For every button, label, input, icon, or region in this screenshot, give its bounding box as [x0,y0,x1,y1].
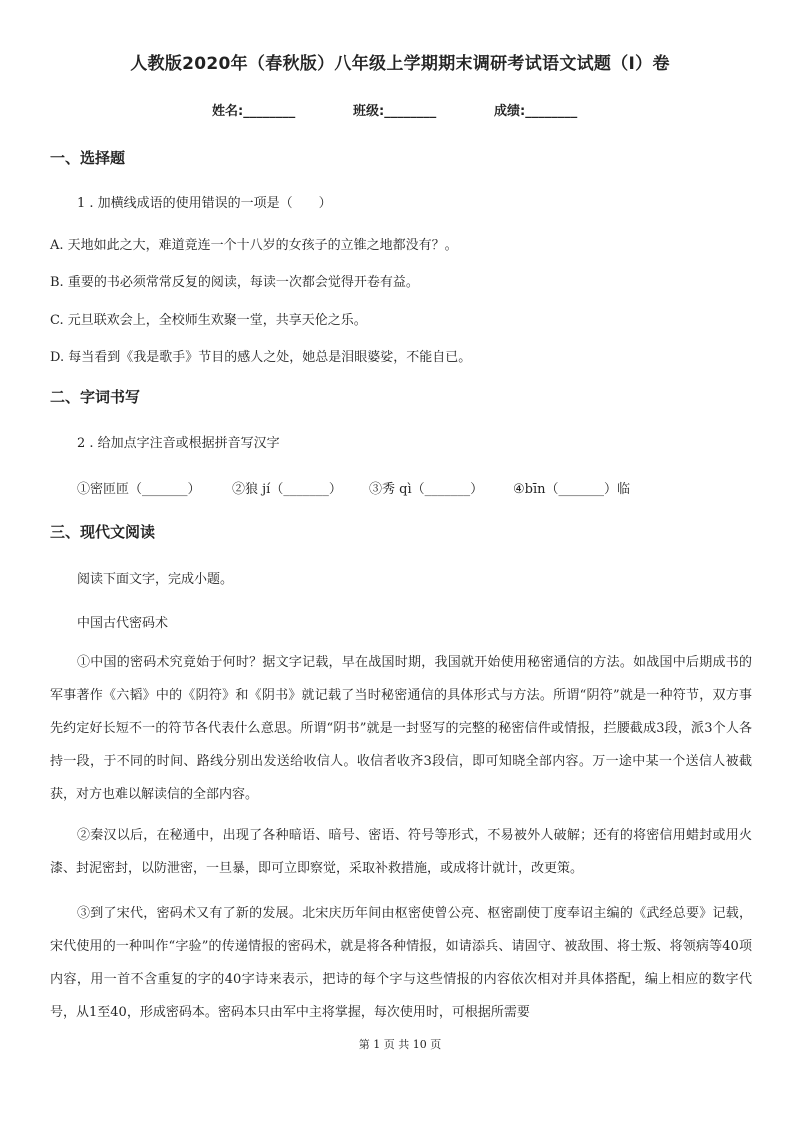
option-b: B. 重要的书必须常常反复的阅读，每读一次都会觉得开卷有益。 [50,275,419,290]
page-footer: 第 1 页 共 10 页 [358,1038,442,1051]
option-a: A. 天地如此之大，难道竟连一个十八岁的女孩子的立锥之地都没有？。 [50,238,458,253]
blank-item: ①密匝匝（_______） [77,482,201,497]
option-d: D. 每当看到《我是歌手》节目的感人之处，她总是泪眼婆娑，不能自已。 [50,350,472,365]
section-heading-reading: 三、现代文阅读 [50,523,156,541]
article-paragraph-3: ③到了宋代，密码术又有了新的发展。北宋庆历年间由枢密使曾公亮、枢密副使丁度奉诏主编的《武经总要》记载，宋代使用的一种叫作“字验”的传递情报的密码术，就是将各种情报，如请添兵、请固守、被敌围、将士叛、将领病等40项内容，用一首不含重复的字的40字诗来表示，把诗的每个字与这些情报的内容依次相对并具体搭配，编上相应的数字代号，从1至40，形成密码本。密码本只由军中主将掌握，每次使用时，可根据所需要 [50,906,752,1020]
section-heading-writing: 二、字词书写 [50,388,141,406]
section-heading-choice: 一、选择题 [50,149,126,167]
blank-item: ③秀 qì（_______） [369,482,484,497]
blank-item: ④bīn（_______）临 [513,482,631,497]
question-1-stem: 1 . 加横线成语的使用错误的一项是（ ） [77,196,332,211]
blank-item: ②狼 jí（_______） [232,482,342,497]
article-paragraph-1: ①中国的密码术究竟始于何时？据文字记载，早在战国时期，我国就开始使用秘密通信的方法。如战国中后期成书的军事著作《六韬》中的《阴符》和《阴书》就记载了当时秘密通信的具体形式与方法。所谓“阴符”就是一种符节，双方事先约定好长短不一的符节各代表什么意思。所谓“阴书”就是一封竖写的完整的秘密信件或情报，拦腰截成3段，派3个人各持一段，于不同的时间、路线分别出发送给收信人。收信者收齐3段信，即可知晓全部内容。万一途中某一个送信人被截获，对方也难以解读信的全部内容。 [50,655,752,802]
question-2-stem: 2 . 给加点字注音或根据拼音写汉字 [77,436,280,451]
article-title: 中国古代密码术 [77,616,169,631]
option-c: C. 元旦联欢会上，全校师生欢聚一堂，共享天伦之乐。 [50,313,367,328]
article-paragraph-2: ②秦汉以后，在秘通中，出现了各种暗语、暗号、密语、符号等形式，不易被外人破解；还有的将密信用蜡封或用火漆、封泥密封，以防泄密，一旦暴，即可立即察觉，采取补救措施，或成将计就计，改更策。 [50,828,752,876]
reading-intro: 阅读下面文字，完成小题。 [77,572,234,587]
name-field: 姓名:________ [212,104,296,119]
class-field: 班级:________ [353,104,437,119]
score-field: 成绩:________ [494,104,578,119]
page-title: 人教版2020年（春秋版）八年级上学期期末调研考试语文试题（I）卷 [130,54,670,74]
